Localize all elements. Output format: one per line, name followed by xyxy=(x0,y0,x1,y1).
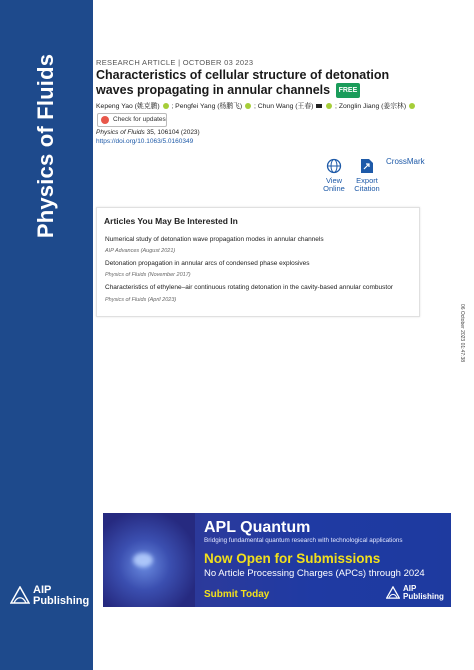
citation-details: 35, 106104 (2023) xyxy=(144,129,200,136)
submit-today-link[interactable]: Submit Today xyxy=(204,589,270,600)
view-online-line1: View xyxy=(325,176,343,185)
globe-icon xyxy=(326,158,342,174)
author-name[interactable]: Zonglin Jiang (姜宗林) xyxy=(338,103,407,110)
doi-link[interactable]: https://doi.org/10.1063/5.0160349 xyxy=(96,138,194,145)
journal-name: Physics of Fluids xyxy=(33,53,58,239)
download-timestamp: 06 October 2023 01:47:38 xyxy=(459,303,465,363)
orcid-icon[interactable] xyxy=(409,103,415,109)
banner-logo-line1: AIP xyxy=(403,584,417,593)
banner-apc-line: No Article Processing Charges (APCs) through 2024 xyxy=(204,568,425,579)
check-updates-icon xyxy=(101,116,109,124)
author-name[interactable]: Pengfei Yang (杨鹏飞) xyxy=(175,103,243,110)
related-article-title[interactable]: Detonation propagation in annular arcs of condensed phase explosives xyxy=(105,260,310,267)
author-list xyxy=(96,100,416,110)
export-citation-button[interactable] xyxy=(350,158,384,193)
article-title-text: Characteristics of cellular structure of detonation waves propagating in annular channels xyxy=(96,68,390,97)
view-online-button[interactable] xyxy=(318,158,350,193)
quantum-artwork xyxy=(103,513,195,607)
check-for-updates-button[interactable] xyxy=(97,113,167,127)
artwork-glow xyxy=(133,553,153,567)
author-separator: ; xyxy=(333,103,339,110)
publisher-line1: AIP xyxy=(33,584,52,596)
citation-line xyxy=(96,129,200,136)
aip-logo-icon xyxy=(386,586,400,599)
author-separator: ; xyxy=(169,103,176,110)
related-article-source: Physics of Fluids (April 2023) xyxy=(105,297,177,303)
banner-title: APL Quantum xyxy=(204,519,311,536)
journal-sidebar xyxy=(0,0,93,670)
export-citation-line1: Export xyxy=(356,176,378,185)
free-badge: FREE xyxy=(336,83,361,99)
mail-icon[interactable] xyxy=(316,104,322,108)
orcid-icon[interactable] xyxy=(326,103,332,109)
related-article-source: Physics of Fluids (November 2017) xyxy=(105,272,191,278)
aip-logo-icon xyxy=(10,586,30,604)
publisher-line2: Publishing xyxy=(33,595,90,607)
article-title xyxy=(96,69,416,98)
related-articles-heading: Articles You May Be Interested In xyxy=(104,216,238,226)
author-name[interactable]: Kepeng Yao (姚克鹏) xyxy=(96,103,160,110)
author-separator: ; xyxy=(252,103,258,110)
banner-subtitle: Bridging fundamental quantum research with technological applications xyxy=(204,537,403,544)
apl-quantum-banner[interactable] xyxy=(103,513,451,607)
related-article-source: AIP Advances (August 2021) xyxy=(105,248,176,254)
crossmark-link[interactable]: CrossMark xyxy=(386,157,425,166)
citation-journal: Physics of Fluids xyxy=(96,129,145,136)
article-actions xyxy=(318,158,428,202)
author-name[interactable]: Chun Wang (王春) xyxy=(257,103,314,110)
article-meta: RESEARCH ARTICLE | OCTOBER 03 2023 xyxy=(96,58,254,67)
related-article-title[interactable]: Numerical study of detonation wave propagation modes in annular channels xyxy=(105,236,324,243)
orcid-icon[interactable] xyxy=(245,103,251,109)
orcid-icon[interactable] xyxy=(163,103,169,109)
related-article-title[interactable]: Characteristics of ethylene–air continuous rotating detonation in the cavity-based annular combustor xyxy=(105,284,393,291)
export-citation-line2: Citation xyxy=(354,184,380,193)
view-online-line2: Online xyxy=(323,184,345,193)
export-icon xyxy=(360,158,374,174)
banner-logo-line2: Publishing xyxy=(403,592,444,601)
related-articles-box xyxy=(96,207,420,317)
banner-headline: Now Open for Submissions xyxy=(204,551,381,566)
check-updates-label: Check for updates xyxy=(113,116,166,123)
